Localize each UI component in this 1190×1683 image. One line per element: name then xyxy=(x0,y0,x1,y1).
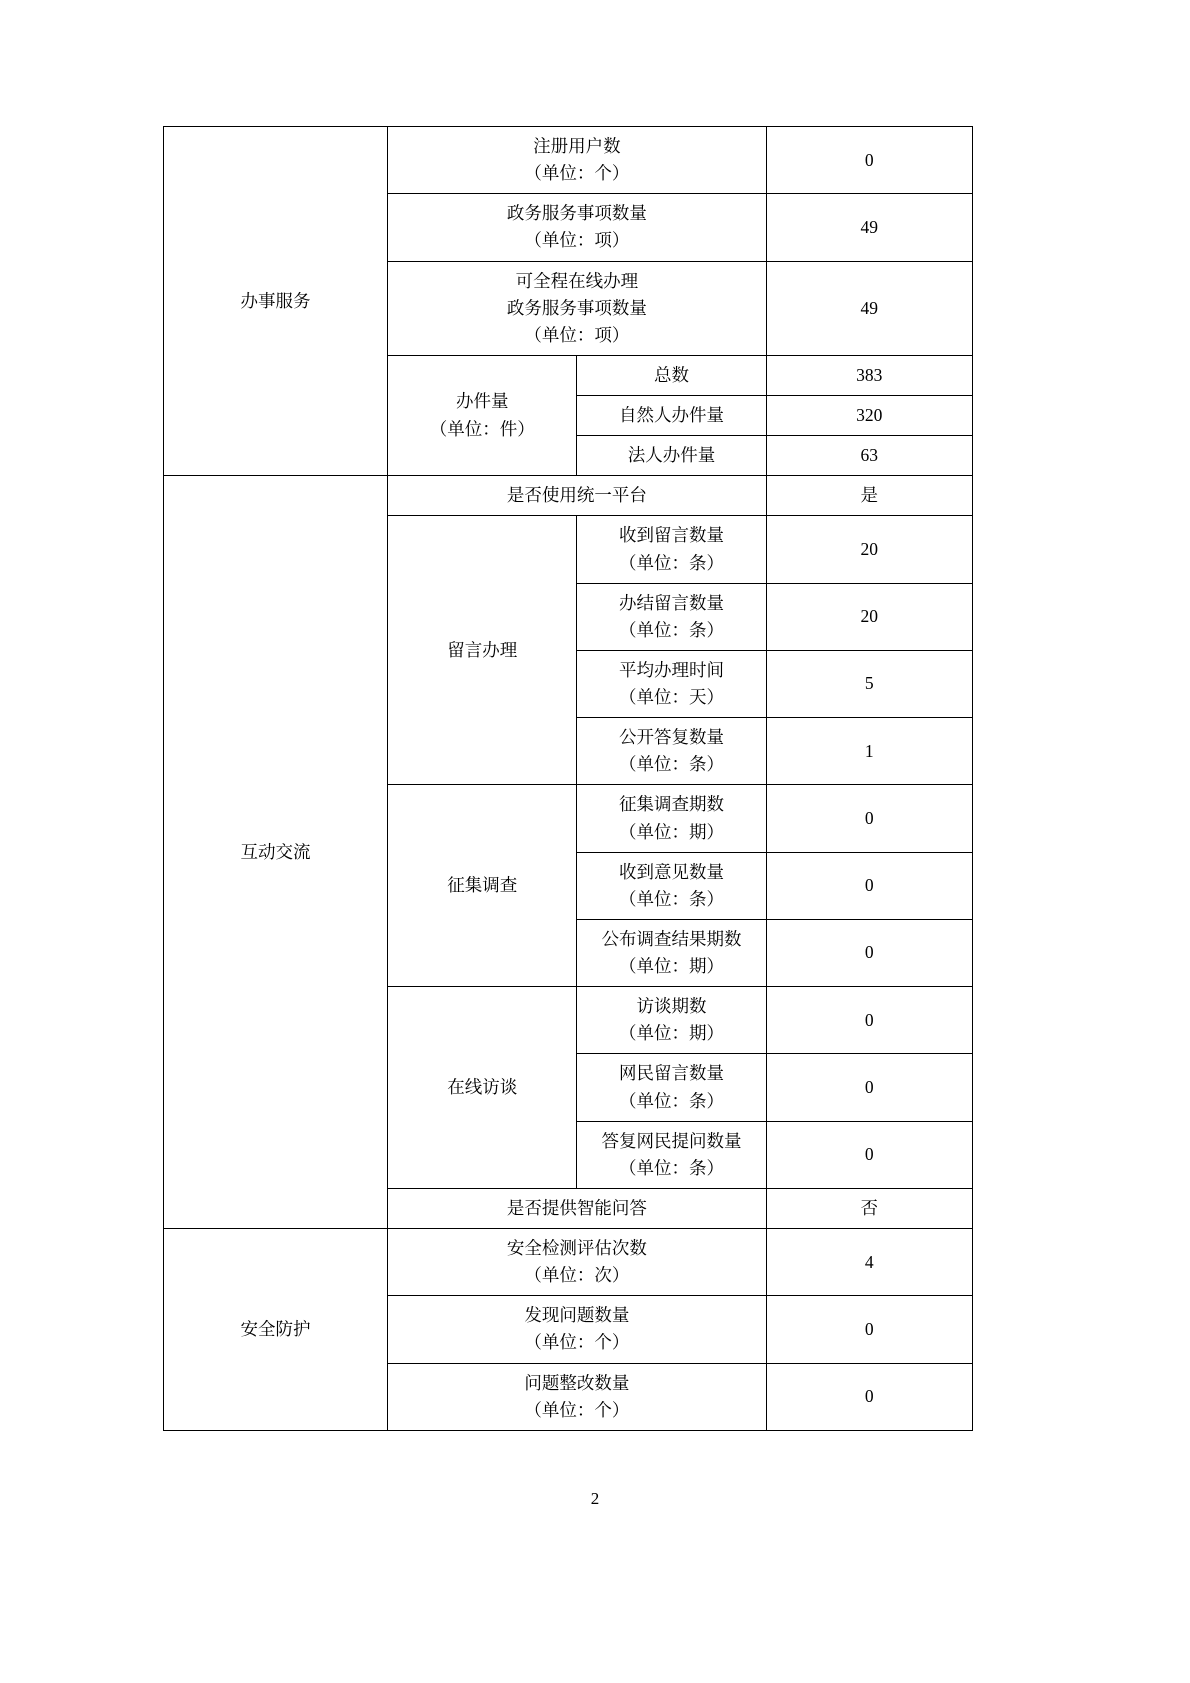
value-cell-natural-person-cases: 320 xyxy=(766,396,972,436)
value-cell-issues-found: 0 xyxy=(766,1296,972,1363)
subitem-cell-legal-person-cases: 法人办件量 xyxy=(577,436,766,476)
value-cell-messages-completed: 20 xyxy=(766,583,972,650)
report-table-container xyxy=(163,126,973,1431)
subitem-cell-opinions-received xyxy=(577,852,766,919)
page-number: 2 xyxy=(590,1489,600,1508)
item-cell-service-items-count xyxy=(388,194,767,261)
item-cell-issues-found xyxy=(388,1296,767,1363)
subitem-line: 办结留言数量 xyxy=(618,592,724,613)
subitem-line-unit: （单位：天） xyxy=(618,687,724,707)
value-cell-total: 383 xyxy=(766,355,972,395)
category-cell-hudongjiaoliu: 互动交流 xyxy=(164,476,388,1229)
value-cell-messages-received: 20 xyxy=(766,516,972,583)
value-cell-interview-periods: 0 xyxy=(766,987,972,1054)
subitem-line-unit: （单位：期） xyxy=(618,956,724,976)
subitem-line: 公布调查结果期数 xyxy=(601,928,742,949)
subitem-line: 收到意见数量 xyxy=(618,861,724,882)
value-cell-netizen-messages: 0 xyxy=(766,1054,972,1121)
subitem-cell-natural-person-cases: 自然人办件量 xyxy=(577,396,766,436)
category-cell-banshifuwu: 办事服务 xyxy=(164,127,388,476)
value-cell-opinions-received: 0 xyxy=(766,852,972,919)
item-line-unit: （单位：项） xyxy=(524,230,630,251)
subitem-cell-average-handling-time xyxy=(577,650,766,717)
subitem-line-unit: （单位：条） xyxy=(618,619,724,640)
item-cell-survey-collection: 征集调查 xyxy=(388,785,577,987)
value-cell-registered-users: 0 xyxy=(766,127,972,194)
subitem-cell-published-survey-results xyxy=(577,919,766,986)
subitem-cell-messages-received xyxy=(577,516,766,583)
item-cell-fully-online-items xyxy=(388,261,767,355)
subitem-line-unit: （单位：条） xyxy=(618,754,724,775)
subitem-line: 公开答复数量 xyxy=(618,727,724,748)
item-cell-issues-rectified xyxy=(388,1363,767,1430)
item-line-unit: （单位：项） xyxy=(524,324,630,345)
item-line: 可全程在线办理 xyxy=(515,270,639,291)
value-cell-answered-netizen-questions: 0 xyxy=(766,1121,972,1188)
subitem-line-unit: （单位：期） xyxy=(618,821,724,842)
item-line-unit: （单位：次） xyxy=(524,1265,630,1286)
value-cell-service-items-count: 49 xyxy=(766,194,972,261)
value-cell-unified-platform: 是 xyxy=(766,476,972,516)
item-line-unit: （单位：个） xyxy=(524,1399,630,1420)
item-cell-intelligent-qa: 是否提供智能问答 xyxy=(388,1188,767,1228)
item-line: 安全检测评估次数 xyxy=(506,1238,647,1258)
item-cell-online-interview: 在线访谈 xyxy=(388,987,577,1189)
category-cell-anquanfanghu: 安全防护 xyxy=(164,1229,388,1431)
subitem-cell-messages-completed xyxy=(577,583,766,650)
item-cell-handled-cases xyxy=(388,355,577,475)
value-cell-fully-online-items: 49 xyxy=(766,261,972,355)
item-line: 政务服务事项数量 xyxy=(506,297,647,318)
item-line: 问题整改数量 xyxy=(524,1372,630,1393)
subitem-cell-survey-periods xyxy=(577,785,766,852)
table-body xyxy=(164,127,973,1431)
subitem-cell-netizen-messages xyxy=(577,1054,766,1121)
value-cell-intelligent-qa: 否 xyxy=(766,1188,972,1228)
value-cell-average-handling-time: 5 xyxy=(766,650,972,717)
subitem-line-unit: （单位：条） xyxy=(618,1090,724,1111)
item-line: 政务服务事项数量 xyxy=(506,203,647,224)
table-row xyxy=(164,127,973,194)
subitem-line-unit: （单位：条） xyxy=(618,552,724,573)
subitem-cell-total: 总数 xyxy=(577,355,766,395)
subitem-cell-answered-netizen-questions xyxy=(577,1121,766,1188)
item-line-unit: （单位：个） xyxy=(524,1332,630,1353)
value-cell-security-assessments: 4 xyxy=(766,1229,972,1296)
subitem-line: 征集调查期数 xyxy=(618,794,724,815)
subitem-line: 访谈期数 xyxy=(636,996,707,1017)
subitem-line-unit: （单位：条） xyxy=(618,1157,724,1178)
subitem-line: 收到留言数量 xyxy=(618,525,724,546)
value-cell-issues-rectified: 0 xyxy=(766,1363,972,1430)
value-cell-survey-periods: 0 xyxy=(766,785,972,852)
item-cell-security-assessments xyxy=(388,1229,767,1296)
government-website-report-table xyxy=(163,126,973,1431)
item-line: 发现问题数量 xyxy=(524,1305,630,1326)
item-cell-message-handling: 留言办理 xyxy=(388,516,577,785)
subitem-line-unit: （单位：条） xyxy=(618,888,724,909)
item-line: 办件量 xyxy=(455,391,509,412)
value-cell-public-replies: 1 xyxy=(766,718,972,785)
subitem-cell-public-replies xyxy=(577,718,766,785)
subitem-line: 网民留言数量 xyxy=(618,1063,724,1084)
table-row xyxy=(164,1229,973,1296)
item-line-unit: （单位：个） xyxy=(524,163,630,184)
item-line-unit: （单位：件） xyxy=(429,418,535,439)
value-cell-published-survey-results: 0 xyxy=(766,919,972,986)
value-cell-legal-person-cases: 63 xyxy=(766,436,972,476)
table-row xyxy=(164,476,973,516)
item-cell-registered-users xyxy=(388,127,767,194)
subitem-line: 平均办理时间 xyxy=(618,659,724,680)
subitem-line: 答复网民提问数量 xyxy=(601,1130,742,1151)
subitem-line-unit: （单位：期） xyxy=(618,1023,724,1044)
item-cell-unified-platform: 是否使用统一平台 xyxy=(388,476,767,516)
subitem-cell-interview-periods xyxy=(577,987,766,1054)
item-line: 注册用户数 xyxy=(533,136,621,156)
